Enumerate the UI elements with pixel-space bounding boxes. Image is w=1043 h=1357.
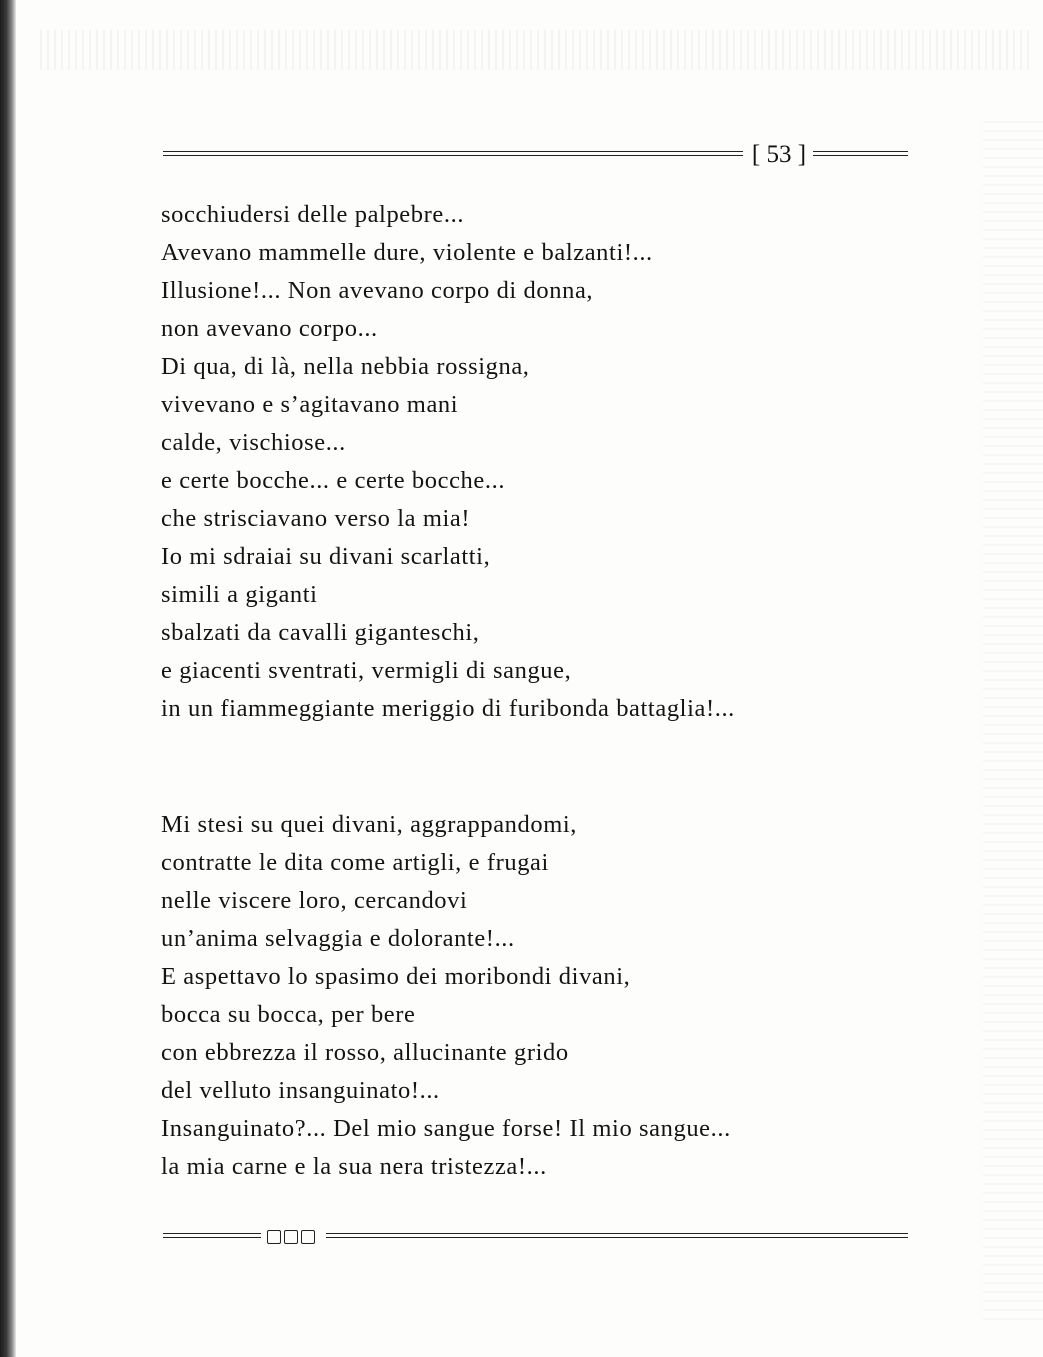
paper-speckle	[40, 30, 1030, 70]
poem-line: e giacenti sventrati, vermigli di sangue,	[161, 657, 572, 684]
stanza-1	[161, 196, 735, 728]
poem-line: Illusione!... Non avevano corpo di donna,	[161, 277, 594, 304]
poem-line: e certe bocche... e certe bocche...	[161, 467, 506, 494]
poem-line: socchiudersi delle palpebre...	[161, 201, 465, 228]
poem-line: la mia carne e la sua nera tristezza!...	[161, 1153, 547, 1180]
footer-rule-left	[163, 1233, 261, 1238]
footer-rule-right	[326, 1233, 908, 1238]
poem-line: contratte le dita come artigli, e frugai	[161, 849, 549, 876]
poem-line: sbalzati da cavalli giganteschi,	[161, 619, 480, 646]
header-rule-left	[163, 151, 743, 156]
poem-line: non avevano corpo...	[161, 315, 378, 342]
poem-line: Insanguinato?... Del mio sangue forse! Il mio sangue...	[161, 1115, 731, 1142]
page-header	[163, 138, 908, 172]
poem-line: Io mi sdraiai su divani scarlatti,	[161, 543, 491, 570]
paper-edge-speckle	[983, 120, 1043, 1320]
poem-line: Mi stesi su quei divani, aggrappandomi,	[161, 811, 578, 838]
poem-line: con ebbrezza il rosso, allucinante grido	[161, 1039, 569, 1066]
poem-line: calde, vischiose...	[161, 429, 346, 456]
poem-line: vivevano e s’agitavano mani	[161, 391, 459, 418]
header-rule-right	[813, 151, 908, 156]
poem-line: Di qua, di là, nella nebbia rossigna,	[161, 353, 530, 380]
book-spine-shadow	[0, 0, 16, 1357]
poem-line: nelle viscere loro, cercandovi	[161, 887, 468, 914]
stanza-2	[161, 806, 731, 1186]
ornament-box	[267, 1230, 281, 1244]
poem-line: simili a giganti	[161, 581, 318, 608]
poem-line: un’anima selvaggia e dolorante!...	[161, 925, 515, 952]
poem-line: Avevano mammelle dure, violente e balzanti!...	[161, 239, 653, 266]
poem-line: bocca su bocca, per bere	[161, 1001, 416, 1028]
footer-ornament-boxes	[267, 1228, 315, 1246]
page-footer-ornament	[163, 1228, 908, 1246]
page-number: [ 53 ]	[751, 141, 807, 168]
poem-line: in un fiammeggiante meriggio di furibonda battaglia!...	[161, 695, 735, 722]
ornament-box	[301, 1230, 315, 1244]
poem-line: E aspettavo lo spasimo dei moribondi divani,	[161, 963, 631, 990]
poem-line: che strisciavano verso la mia!	[161, 505, 471, 532]
poem-line: del velluto insanguinato!...	[161, 1077, 440, 1104]
ornament-box	[284, 1230, 298, 1244]
